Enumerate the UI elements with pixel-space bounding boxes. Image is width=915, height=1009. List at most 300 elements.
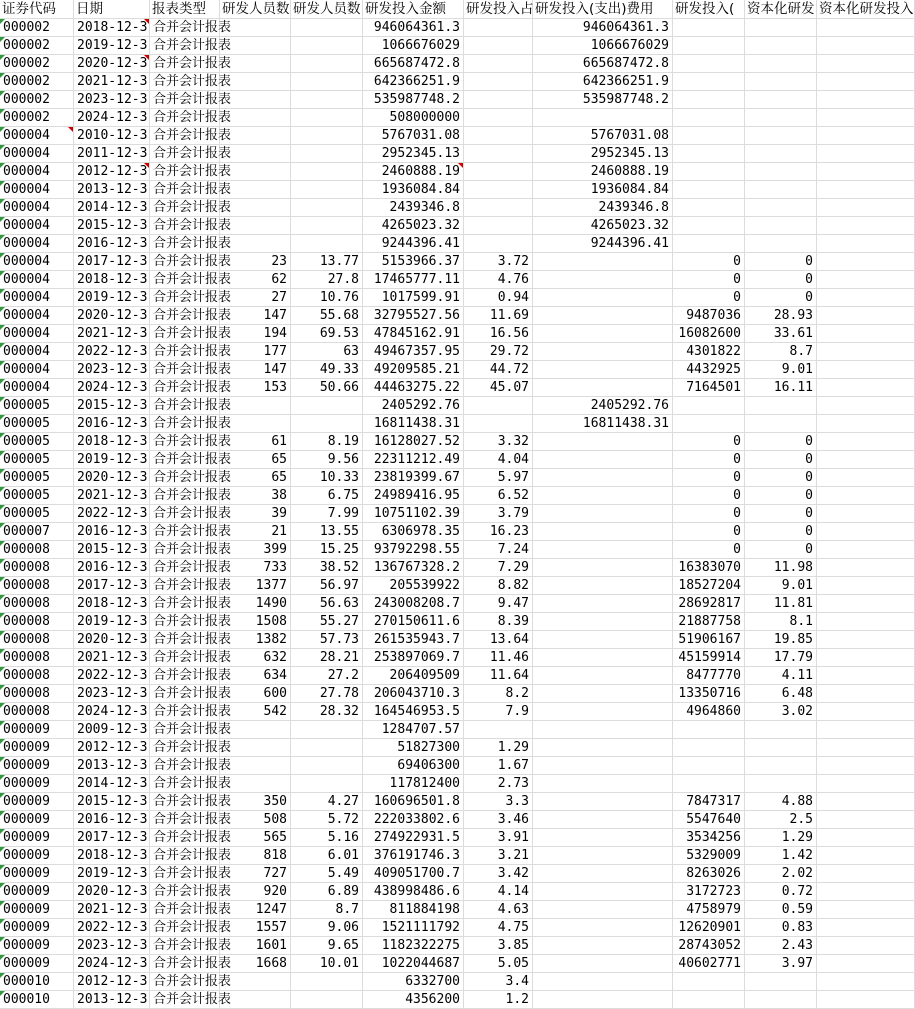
table-cell[interactable]: 0	[745, 469, 817, 487]
table-cell[interactable]: 49209585.21	[363, 361, 464, 379]
table-cell[interactable]	[533, 865, 673, 883]
table-cell[interactable]: 2016-12-3	[74, 415, 150, 433]
table-cell[interactable]	[817, 433, 915, 451]
table-cell[interactable]: 7.99	[291, 505, 363, 523]
table-cell[interactable]	[817, 613, 915, 631]
table-cell[interactable]: 2016-12-3	[74, 811, 150, 829]
table-cell[interactable]: 000009	[0, 847, 74, 865]
table-cell[interactable]: 000009	[0, 919, 74, 937]
table-cell[interactable]	[220, 127, 291, 145]
table-cell[interactable]	[673, 181, 745, 199]
table-cell[interactable]	[533, 595, 673, 613]
table-cell[interactable]	[220, 37, 291, 55]
table-cell[interactable]: 2023-12-3	[74, 361, 150, 379]
table-cell[interactable]: 4265023.32	[363, 217, 464, 235]
table-cell[interactable]: 243008208.7	[363, 595, 464, 613]
table-cell[interactable]: 2011-12-3	[74, 145, 150, 163]
table-cell[interactable]: 2019-12-3	[74, 37, 150, 55]
table-cell[interactable]: 57.73	[291, 631, 363, 649]
table-cell[interactable]	[533, 649, 673, 667]
table-cell[interactable]	[817, 577, 915, 595]
table-cell[interactable]: 3.46	[464, 811, 533, 829]
table-cell[interactable]: 946064361.3	[363, 19, 464, 37]
table-cell[interactable]: 3.4	[464, 973, 533, 991]
table-cell[interactable]: 29.72	[464, 343, 533, 361]
table-cell[interactable]: 4.27	[291, 793, 363, 811]
table-cell[interactable]: 合并会计报表	[150, 631, 220, 649]
table-cell[interactable]: 合并会计报表	[150, 379, 220, 397]
table-cell[interactable]: 合并会计报表	[150, 667, 220, 685]
table-cell[interactable]: 17.79	[745, 649, 817, 667]
table-cell[interactable]	[745, 415, 817, 433]
table-cell[interactable]	[817, 343, 915, 361]
table-cell[interactable]: 206409509	[363, 667, 464, 685]
table-cell[interactable]: 632	[220, 649, 291, 667]
table-cell[interactable]: 18527204	[673, 577, 745, 595]
table-cell[interactable]: 642366251.9	[363, 73, 464, 91]
column-header[interactable]: 研发人员数	[222, 1, 290, 17]
table-cell[interactable]: 合并会计报表	[150, 487, 220, 505]
table-cell[interactable]: 合并会计报表	[150, 703, 220, 721]
table-cell[interactable]: 1936084.84	[533, 181, 673, 199]
table-cell[interactable]	[673, 739, 745, 757]
table-cell[interactable]: 5.05	[464, 955, 533, 973]
table-cell[interactable]	[817, 847, 915, 865]
table-cell[interactable]: 274922931.5	[363, 829, 464, 847]
table-cell[interactable]: 147	[220, 361, 291, 379]
table-cell[interactable]: 2019-12-3	[74, 451, 150, 469]
table-cell[interactable]: 合并会计报表	[150, 559, 220, 577]
column-header[interactable]: 研发人员数	[291, 0, 363, 19]
table-cell[interactable]	[817, 253, 915, 271]
table-cell[interactable]: 1.29	[745, 829, 817, 847]
table-cell[interactable]: 合并会计报表	[150, 145, 220, 163]
table-cell[interactable]: 4.04	[464, 451, 533, 469]
table-cell[interactable]: 2020-12-3	[74, 55, 150, 73]
table-cell[interactable]: 2016-12-3	[74, 523, 150, 541]
table-cell[interactable]: 28.21	[291, 649, 363, 667]
column-header[interactable]: 报表类型	[150, 0, 220, 19]
table-cell[interactable]	[220, 109, 291, 127]
table-cell[interactable]: 000005	[0, 397, 74, 415]
table-cell[interactable]: 49467357.95	[363, 343, 464, 361]
table-cell[interactable]: 10.01	[291, 955, 363, 973]
table-cell[interactable]	[817, 217, 915, 235]
table-cell[interactable]: 2024-12-3	[74, 955, 150, 973]
table-cell[interactable]: 194	[220, 325, 291, 343]
table-cell[interactable]: 16811438.31	[533, 415, 673, 433]
table-cell[interactable]: 合并会计报表	[150, 343, 220, 361]
table-cell[interactable]: 44.72	[464, 361, 533, 379]
table-cell[interactable]: 000009	[0, 757, 74, 775]
table-cell[interactable]: 1066676029	[533, 37, 673, 55]
table-cell[interactable]: 376191746.3	[363, 847, 464, 865]
table-cell[interactable]	[745, 73, 817, 91]
table-cell[interactable]: 4.76	[464, 271, 533, 289]
table-cell[interactable]: 000010	[0, 991, 74, 1009]
table-cell[interactable]: 811884198	[363, 901, 464, 919]
table-cell[interactable]: 0	[673, 451, 745, 469]
table-cell[interactable]: 1247	[220, 901, 291, 919]
table-cell[interactable]	[291, 217, 363, 235]
table-cell[interactable]: 000009	[0, 829, 74, 847]
table-cell[interactable]: 0	[745, 433, 817, 451]
table-cell[interactable]	[464, 217, 533, 235]
table-cell[interactable]: 合并会计报表	[150, 163, 220, 181]
table-cell[interactable]	[533, 793, 673, 811]
table-cell[interactable]: 205539922	[363, 577, 464, 595]
table-cell[interactable]	[533, 937, 673, 955]
table-cell[interactable]: 0.94	[464, 289, 533, 307]
table-cell[interactable]: 21887758	[673, 613, 745, 631]
table-cell[interactable]: 2405292.76	[363, 397, 464, 415]
table-cell[interactable]	[745, 739, 817, 757]
table-cell[interactable]: 000008	[0, 559, 74, 577]
table-cell[interactable]	[220, 757, 291, 775]
table-cell[interactable]: 2952345.13	[363, 145, 464, 163]
table-cell[interactable]	[291, 163, 363, 181]
table-cell[interactable]: 000008	[0, 667, 74, 685]
comment-indicator[interactable]	[458, 163, 463, 168]
table-cell[interactable]	[817, 199, 915, 217]
table-cell[interactable]: 000002	[0, 73, 74, 91]
table-cell[interactable]: 6332700	[363, 973, 464, 991]
table-cell[interactable]	[817, 487, 915, 505]
table-cell[interactable]: 17465777.11	[363, 271, 464, 289]
table-cell[interactable]: 642366251.9	[533, 73, 673, 91]
table-cell[interactable]: 9487036	[673, 307, 745, 325]
table-cell[interactable]	[533, 775, 673, 793]
table-cell[interactable]	[817, 865, 915, 883]
table-cell[interactable]	[817, 361, 915, 379]
table-cell[interactable]: 000005	[0, 469, 74, 487]
table-cell[interactable]: 2.5	[745, 811, 817, 829]
table-cell[interactable]	[533, 613, 673, 631]
table-cell[interactable]	[817, 109, 915, 127]
table-cell[interactable]: 3.85	[464, 937, 533, 955]
table-cell[interactable]	[817, 811, 915, 829]
table-cell[interactable]: 23819399.67	[363, 469, 464, 487]
table-cell[interactable]: 3.72	[464, 253, 533, 271]
table-cell[interactable]: 117812400	[363, 775, 464, 793]
table-cell[interactable]: 000005	[0, 505, 74, 523]
table-cell[interactable]: 合并会计报表	[150, 325, 220, 343]
table-cell[interactable]: 177	[220, 343, 291, 361]
table-cell[interactable]: 542	[220, 703, 291, 721]
table-cell[interactable]	[817, 145, 915, 163]
comment-indicator[interactable]	[144, 163, 149, 168]
table-cell[interactable]: 6.48	[745, 685, 817, 703]
table-cell[interactable]: 55.27	[291, 613, 363, 631]
table-cell[interactable]	[533, 955, 673, 973]
table-cell[interactable]: 合并会计报表	[150, 829, 220, 847]
table-cell[interactable]: 合并会计报表	[150, 865, 220, 883]
table-cell[interactable]: 000008	[0, 649, 74, 667]
table-cell[interactable]: 000009	[0, 883, 74, 901]
table-cell[interactable]: 000004	[0, 361, 74, 379]
table-cell[interactable]: 27.8	[291, 271, 363, 289]
table-cell[interactable]: 2020-12-3	[74, 883, 150, 901]
table-cell[interactable]: 1557	[220, 919, 291, 937]
table-cell[interactable]: 32795527.56	[363, 307, 464, 325]
table-cell[interactable]: 153	[220, 379, 291, 397]
table-cell[interactable]: 3172723	[673, 883, 745, 901]
table-cell[interactable]	[533, 451, 673, 469]
table-cell[interactable]: 0	[745, 253, 817, 271]
table-cell[interactable]: 0	[745, 271, 817, 289]
table-cell[interactable]	[533, 685, 673, 703]
table-cell[interactable]: 11.46	[464, 649, 533, 667]
table-cell[interactable]: 6.75	[291, 487, 363, 505]
table-cell[interactable]: 000004	[0, 163, 74, 181]
table-cell[interactable]: 合并会计报表	[150, 37, 220, 55]
table-cell[interactable]	[464, 199, 533, 217]
table-cell[interactable]: 7.24	[464, 541, 533, 559]
table-cell[interactable]: 000004	[0, 127, 74, 145]
table-cell[interactable]: 0	[673, 253, 745, 271]
comment-indicator[interactable]	[144, 55, 149, 60]
table-cell[interactable]: 38.52	[291, 559, 363, 577]
table-cell[interactable]: 11.64	[464, 667, 533, 685]
table-cell[interactable]	[817, 739, 915, 757]
table-cell[interactable]	[533, 703, 673, 721]
table-cell[interactable]	[533, 811, 673, 829]
table-cell[interactable]	[673, 991, 745, 1009]
table-cell[interactable]	[673, 55, 745, 73]
table-cell[interactable]: 合并会计报表	[150, 613, 220, 631]
table-cell[interactable]	[533, 523, 673, 541]
table-cell[interactable]	[220, 55, 291, 73]
table-cell[interactable]	[817, 901, 915, 919]
table-cell[interactable]: 93792298.55	[363, 541, 464, 559]
table-cell[interactable]	[533, 469, 673, 487]
table-cell[interactable]: 56.63	[291, 595, 363, 613]
table-cell[interactable]: 3.32	[464, 433, 533, 451]
table-cell[interactable]: 合并会计报表	[150, 271, 220, 289]
table-cell[interactable]: 2018-12-3	[74, 271, 150, 289]
table-cell[interactable]: 合并会计报表	[150, 217, 220, 235]
table-cell[interactable]: 合并会计报表	[150, 937, 220, 955]
table-cell[interactable]	[817, 919, 915, 937]
table-cell[interactable]: 69406300	[363, 757, 464, 775]
table-cell[interactable]: 2439346.8	[533, 199, 673, 217]
table-cell[interactable]	[817, 775, 915, 793]
table-cell[interactable]	[220, 181, 291, 199]
table-cell[interactable]: 000005	[0, 451, 74, 469]
table-cell[interactable]: 合并会计报表	[150, 109, 220, 127]
table-cell[interactable]	[817, 703, 915, 721]
table-cell[interactable]	[464, 73, 533, 91]
table-cell[interactable]	[533, 631, 673, 649]
table-cell[interactable]: 000007	[0, 523, 74, 541]
table-cell[interactable]: 16082600	[673, 325, 745, 343]
table-cell[interactable]	[673, 973, 745, 991]
table-cell[interactable]: 4.11	[745, 667, 817, 685]
table-cell[interactable]	[291, 55, 363, 73]
table-cell[interactable]: 2024-12-3	[74, 379, 150, 397]
table-cell[interactable]	[673, 217, 745, 235]
table-cell[interactable]: 2013-12-3	[74, 757, 150, 775]
table-cell[interactable]: 2016-12-3	[74, 559, 150, 577]
table-cell[interactable]: 合并会计报表	[150, 721, 220, 739]
table-cell[interactable]: 8477770	[673, 667, 745, 685]
table-cell[interactable]	[745, 55, 817, 73]
table-cell[interactable]	[817, 469, 915, 487]
table-cell[interactable]: 5.72	[291, 811, 363, 829]
table-cell[interactable]: 5329009	[673, 847, 745, 865]
table-cell[interactable]: 000002	[0, 19, 74, 37]
table-cell[interactable]: 合并会计报表	[150, 181, 220, 199]
table-cell[interactable]: 4.88	[745, 793, 817, 811]
table-cell[interactable]: 2017-12-3	[74, 253, 150, 271]
table-cell[interactable]	[817, 757, 915, 775]
table-cell[interactable]: 2405292.76	[533, 397, 673, 415]
table-cell[interactable]: 0	[745, 541, 817, 559]
table-cell[interactable]: 9.65	[291, 937, 363, 955]
table-cell[interactable]: 000009	[0, 739, 74, 757]
table-cell[interactable]: 2014-12-3	[74, 199, 150, 217]
table-cell[interactable]	[291, 973, 363, 991]
table-cell[interactable]: 16128027.52	[363, 433, 464, 451]
table-cell[interactable]: 2.43	[745, 937, 817, 955]
table-cell[interactable]: 合并会计报表	[150, 289, 220, 307]
table-cell[interactable]	[673, 199, 745, 217]
table-cell[interactable]	[817, 37, 915, 55]
table-cell[interactable]: 2022-12-3	[74, 343, 150, 361]
table-cell[interactable]	[817, 307, 915, 325]
table-cell[interactable]	[673, 109, 745, 127]
table-cell[interactable]: 4265023.32	[533, 217, 673, 235]
table-cell[interactable]: 000009	[0, 955, 74, 973]
table-cell[interactable]: 000004	[0, 199, 74, 217]
table-cell[interactable]: 63	[291, 343, 363, 361]
table-cell[interactable]: 45.07	[464, 379, 533, 397]
table-cell[interactable]: 1382	[220, 631, 291, 649]
table-cell[interactable]: 2023-12-3	[74, 685, 150, 703]
table-cell[interactable]	[220, 19, 291, 37]
table-cell[interactable]	[817, 631, 915, 649]
table-cell[interactable]: 2018-12-3	[74, 19, 150, 37]
table-cell[interactable]: 2013-12-3	[74, 181, 150, 199]
table-cell[interactable]	[817, 937, 915, 955]
table-cell[interactable]: 2012-12-3	[74, 973, 150, 991]
table-cell[interactable]	[673, 235, 745, 253]
table-cell[interactable]	[817, 451, 915, 469]
table-cell[interactable]: 13.64	[464, 631, 533, 649]
table-cell[interactable]: 28743052	[673, 937, 745, 955]
table-cell[interactable]	[817, 523, 915, 541]
table-cell[interactable]: 合并会计报表	[150, 469, 220, 487]
table-cell[interactable]: 合并会计报表	[150, 919, 220, 937]
table-cell[interactable]	[533, 901, 673, 919]
table-cell[interactable]: 000005	[0, 433, 74, 451]
column-header[interactable]: 证券代码	[0, 0, 74, 19]
table-cell[interactable]: 合并会计报表	[150, 19, 220, 37]
table-cell[interactable]: 44463275.22	[363, 379, 464, 397]
table-cell[interactable]: 1936084.84	[363, 181, 464, 199]
column-header[interactable]: 研发投入(	[673, 0, 745, 19]
table-cell[interactable]: 8263026	[673, 865, 745, 883]
table-cell[interactable]	[817, 325, 915, 343]
table-cell[interactable]: 000009	[0, 811, 74, 829]
table-cell[interactable]: 0	[673, 541, 745, 559]
table-cell[interactable]: 8.19	[291, 433, 363, 451]
table-cell[interactable]: 50.66	[291, 379, 363, 397]
table-cell[interactable]: 2013-12-3	[74, 991, 150, 1009]
table-cell[interactable]: 合并会计报表	[150, 523, 220, 541]
table-cell[interactable]: 0	[673, 289, 745, 307]
table-cell[interactable]	[220, 739, 291, 757]
table-cell[interactable]: 8.82	[464, 577, 533, 595]
column-header[interactable]: 资本化研发投入	[819, 1, 914, 17]
table-cell[interactable]: 000004	[0, 235, 74, 253]
comment-indicator[interactable]	[68, 127, 73, 132]
table-cell[interactable]: 600	[220, 685, 291, 703]
column-header[interactable]: 研发投入金额	[363, 0, 464, 19]
table-cell[interactable]	[464, 235, 533, 253]
table-cell[interactable]	[533, 487, 673, 505]
table-cell[interactable]: 6.52	[464, 487, 533, 505]
table-cell[interactable]	[464, 127, 533, 145]
table-cell[interactable]: 2022-12-3	[74, 505, 150, 523]
table-cell[interactable]	[745, 91, 817, 109]
table-cell[interactable]: 565	[220, 829, 291, 847]
table-cell[interactable]	[533, 271, 673, 289]
table-cell[interactable]: 15.25	[291, 541, 363, 559]
table-cell[interactable]: 合并会计报表	[150, 235, 220, 253]
table-cell[interactable]: 000004	[0, 325, 74, 343]
table-cell[interactable]	[817, 397, 915, 415]
table-cell[interactable]	[673, 73, 745, 91]
table-cell[interactable]	[220, 235, 291, 253]
table-cell[interactable]: 222033802.6	[363, 811, 464, 829]
table-cell[interactable]: 合并会计报表	[150, 685, 220, 703]
table-cell[interactable]: 000004	[0, 343, 74, 361]
table-cell[interactable]	[291, 235, 363, 253]
table-cell[interactable]: 13.77	[291, 253, 363, 271]
table-cell[interactable]	[220, 163, 291, 181]
table-cell[interactable]	[817, 667, 915, 685]
table-cell[interactable]	[817, 163, 915, 181]
table-cell[interactable]	[817, 649, 915, 667]
table-cell[interactable]	[533, 343, 673, 361]
table-cell[interactable]: 1521111792	[363, 919, 464, 937]
table-cell[interactable]	[745, 199, 817, 217]
table-cell[interactable]	[464, 163, 533, 181]
table-cell[interactable]	[291, 991, 363, 1009]
table-cell[interactable]	[533, 667, 673, 685]
table-cell[interactable]: 合并会计报表	[150, 793, 220, 811]
table-cell[interactable]: 8.7	[745, 343, 817, 361]
table-cell[interactable]: 3.3	[464, 793, 533, 811]
table-cell[interactable]	[220, 199, 291, 217]
table-cell[interactable]: 2020-12-3	[74, 631, 150, 649]
table-cell[interactable]	[533, 883, 673, 901]
table-cell[interactable]: 3.21	[464, 847, 533, 865]
table-cell[interactable]	[817, 595, 915, 613]
table-cell[interactable]: 13.55	[291, 523, 363, 541]
table-cell[interactable]: 合并会计报表	[150, 991, 220, 1009]
table-cell[interactable]: 000008	[0, 613, 74, 631]
table-cell[interactable]: 2023-12-3	[74, 91, 150, 109]
table-cell[interactable]: 1284707.57	[363, 721, 464, 739]
table-cell[interactable]	[817, 181, 915, 199]
table-cell[interactable]	[673, 397, 745, 415]
table-cell[interactable]	[745, 235, 817, 253]
table-cell[interactable]	[673, 91, 745, 109]
table-cell[interactable]: 1377	[220, 577, 291, 595]
table-cell[interactable]: 0	[745, 487, 817, 505]
